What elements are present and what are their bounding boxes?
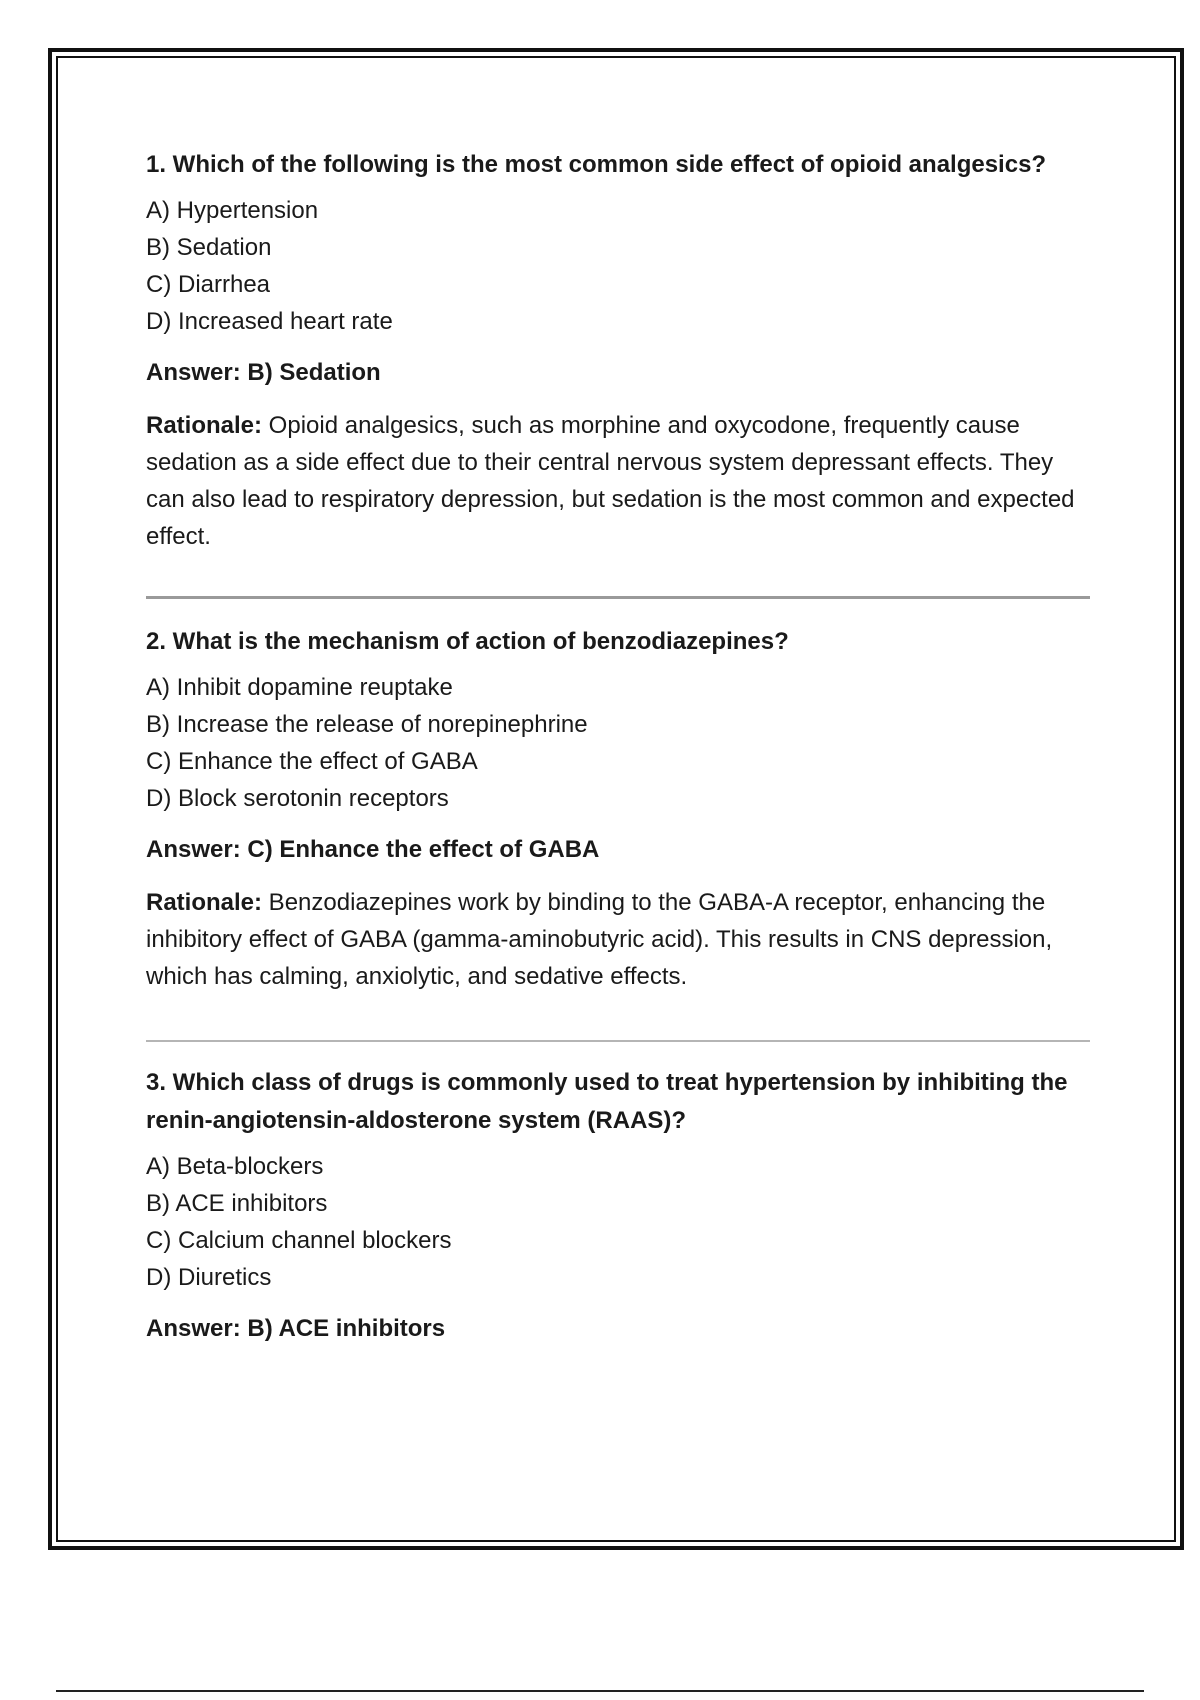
- option-a: A) Hypertension: [146, 197, 319, 224]
- question-block-1: [146, 146, 1090, 555]
- section-divider: [146, 596, 1090, 599]
- option-a: A) Inhibit dopamine reuptake: [146, 674, 453, 701]
- question-block-3: [146, 1064, 1090, 1347]
- rationale-text: Opioid analgesics, such as morphine and oxycodone, frequently cause sedation as a side effect due to their central nervous system depressant effects. They can also lead to respiratory depression, but sedation is the most common and expected effect.: [146, 412, 1075, 550]
- answer-text: Answer: B) ACE inhibitors: [146, 1315, 446, 1342]
- option-b: B) Sedation: [146, 234, 272, 261]
- option-d: D) Block serotonin receptors: [146, 785, 449, 812]
- rationale-paragraph: [146, 884, 1090, 995]
- question-text: 2. What is the mechanism of action of benzodiazepines?: [146, 628, 789, 655]
- option-c: C) Enhance the effect of GABA: [146, 748, 478, 775]
- option-list: [146, 1148, 1090, 1296]
- option-b: B) Increase the release of norepinephrine: [146, 711, 588, 738]
- option-d: D) Diuretics: [146, 1264, 272, 1291]
- rationale-label: Rationale:: [146, 889, 263, 916]
- question-text: 3. Which class of drugs is commonly used to treat hypertension by inhibiting the renin-angiotensin-aldosterone system (RAAS)?: [146, 1069, 1068, 1134]
- option-c: C) Calcium channel blockers: [146, 1227, 452, 1254]
- answer-text: Answer: C) Enhance the effect of GABA: [146, 836, 600, 863]
- rationale-text: Benzodiazepines work by binding to the GABA-A receptor, enhancing the inhibitory effect of GABA (gamma-aminobutyric acid). This results in CNS depression, which has calming, anxiolytic, and sedative effects.: [146, 889, 1053, 990]
- rationale-label: Rationale:: [146, 412, 263, 439]
- quiz-content: [146, 146, 1090, 1347]
- option-b: B) ACE inhibitors: [146, 1190, 328, 1217]
- option-d: D) Increased heart rate: [146, 308, 393, 335]
- question-text: 1. Which of the following is the most common side effect of opioid analgesics?: [146, 151, 1047, 178]
- footer-rule: [56, 1690, 1144, 1692]
- option-list: [146, 192, 1090, 340]
- question-block-2: [146, 623, 1090, 995]
- rationale-paragraph: [146, 407, 1090, 555]
- answer-text: Answer: B) Sedation: [146, 359, 381, 386]
- option-a: A) Beta-blockers: [146, 1153, 324, 1180]
- option-c: C) Diarrhea: [146, 271, 271, 298]
- option-list: [146, 669, 1090, 817]
- section-divider: [146, 1040, 1090, 1042]
